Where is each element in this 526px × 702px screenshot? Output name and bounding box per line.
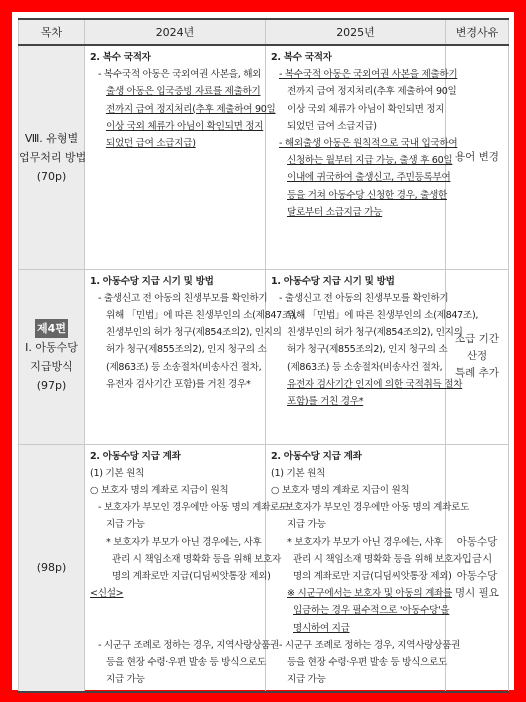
header-2024: 2024년 — [85, 19, 266, 45]
table-row — [19, 269, 509, 444]
table-row — [19, 444, 509, 692]
comparison-table — [18, 18, 509, 693]
cell-2024: 2. 아동수당 지급 계좌 (1) 기본 원칙 ○ 보호자 명의 계좌로 지급이 원칙 - 보호자가 부모인 경우에만 아동 명의 계좌로도 지급 가능 * 보호자가 부모가 아닌 경우에는, 사후 관리 시 책임소재 명확화 등을 위해 보호자 명의 계좌로만 지급(디딤씨앗통장 제외) <신설> - 시군구 조례로 정하는 경우, 지역사랑상품권 등을 현장 수령·우편 발송 등 방식으로도 지급 가능 — [85, 444, 266, 692]
section-title: 2. 아동수당 지급 계좌 — [271, 450, 362, 462]
document-frame — [12, 12, 514, 690]
header-toc: 목차 — [19, 19, 85, 45]
new-marker: <신설> — [90, 588, 124, 600]
header-2025: 2025년 — [266, 19, 446, 45]
cell-2025: 2. 아동수당 지급 계좌 (1) 기본 원칙 ○ 보호자 명의 계좌로 지급이 원칙 - 보호자가 부모인 경우에만 아동 명의 계좌로도 지급 가능 * 보호자가 부모가 아닌 경우에는, 사후 관리 시 책임소재 명확화 등을 위해 보호자 명의 계좌로만 지급(디딤씨앗통장 제외) ※ 시군구에서는 보호자 및 아동의 계좌를 입금하는 경우 필수적으로 '아동수당'을 명시하여 지급 - 시군구 조례로 정하는 경우, 지역사랑상품권 등을 현장 수령·우편 발송 등 방식으로도 지급 가능 — [266, 444, 446, 692]
toc-cell: (98p) — [19, 444, 85, 692]
cell-2024: 1. 아동수당 지급 시기 및 방법 - 출생신고 전 아동의 친생부모를 확인하기 위해 「민법」에 따른 친생부인의 소(제847조), 친생부인의 허가 청구(제854조의2), 인지의 허가 청구(제855조의2), 인지 청구의 소 (제863조) 등 소송절차(비송사건 절차, 유전자 검사기간 포함)를 거친 경우* — [85, 269, 266, 444]
section-title: 2. 아동수당 지급 계좌 — [90, 450, 181, 462]
toc-cell: 제4편 Ⅰ. 아동수당 지급방식 (97p) — [19, 269, 85, 444]
table-row — [19, 45, 509, 269]
section-title: 2. 복수 국적자 — [271, 52, 332, 63]
section-title: 2. 복수 국적자 — [90, 52, 151, 63]
header-row — [19, 19, 509, 45]
reason-cell: 소급 기간 산정 특례 추가 — [446, 269, 509, 444]
part-tag: 제4편 — [35, 319, 68, 338]
header-reason: 변경사유 — [446, 19, 509, 45]
cell-2025: 2. 복수 국적자 - 복수국적 아동은 국외여권 사본을 제출하기 전까지 급여 정지처리(추후 제출하여 90일 이상 국외 체류가 아님이 확인되면 정지 되었던 급여 소급지급) - 해외출생 아동은 원칙적으로 국내 입국하여 신청하는 월부터 지급 가능, 출생 후 60일 이내에 귀국하여 출생신고, 주민등록부여 등을 거쳐 아동수당 신청한 경우, 출생한 달로부터 소급지급 가능 — [266, 45, 446, 269]
section-title: 1. 아동수당 지급 시기 및 방법 — [271, 275, 395, 287]
toc-cell: Ⅷ. 유형별 업무처리 방법 (70p) — [19, 45, 85, 269]
section-title: 1. 아동수당 지급 시기 및 방법 — [90, 275, 214, 287]
reason-cell: 용어 변경 — [446, 45, 509, 269]
reason-cell: 아동수당 입금시 아동수당 명시 필요 — [446, 444, 509, 692]
cell-2024: 2. 복수 국적자 - 복수국적 아동은 국외여권 사본을, 해외 출생 아동은 입국증빙 자료를 제출하기 전까지 급여 정지처리(추후 제출하여 90일 이상 국외 체류가 아님이 확인되면 정지 되었던 급여 소급지급) — [85, 45, 266, 269]
cell-2025: 1. 아동수당 지급 시기 및 방법 - 출생신고 전 아동의 친생부모를 확인하기 위해 「민법」에 따른 친생부인의 소(제847조), 친생부인의 허가 청구(제854조의2), 인지의 허가 청구(제855조의2), 인지 청구의 소 (제863조) 등 소송절차(비송사건 절차, 유전자 검사기간 인지에 의한 국적취득 절차 포함)를 거친 경우* — [266, 269, 446, 444]
